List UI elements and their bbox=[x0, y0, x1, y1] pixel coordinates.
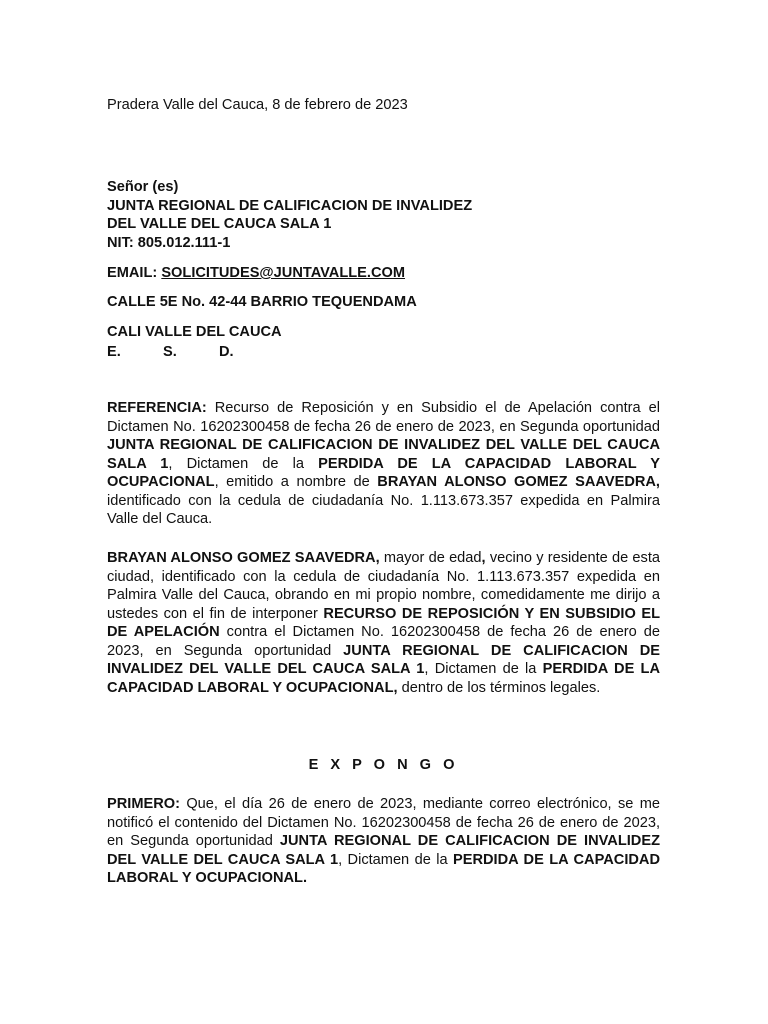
esd-d: D. bbox=[219, 344, 234, 360]
esd-e: E. bbox=[107, 344, 121, 360]
intro-bold: BRAYAN ALONSO GOMEZ SAAVEDRA, bbox=[107, 550, 380, 566]
primero-bold: PERDIDA DE LA CAPACIDAD LABORAL Y OCUPACIONAL. bbox=[107, 851, 660, 886]
city: CALI VALLE DEL CAUCA bbox=[107, 324, 282, 340]
primero-text: Que, el día 26 de enero de 2023, mediante correo electrónico, se me notificó el contenido del Dictamen No. 16202300458 de fecha 26 de enero de 2023, en Segunda oportunidad bbox=[107, 796, 660, 849]
entity-name-line2: DEL VALLE DEL CAUCA SALA 1 bbox=[107, 216, 332, 232]
entity-name-line1: JUNTA REGIONAL DE CALIFICACION DE INVALIDEZ bbox=[107, 197, 473, 214]
referencia-text: , Dictamen de la bbox=[168, 455, 319, 472]
intro-text: dentro de los términos legales. bbox=[397, 679, 601, 696]
intro-text: vecino y residente de esta ciudad, identificado con la cedula de ciudadanía No. 1.113.673.357 expedida en Palmira Valle del Cauca, obrando en mi propio nombre, comedidamente me dirijo a ustedes con el fin de interponer bbox=[107, 550, 660, 622]
email-link[interactable]: SOLICITUDES@JUNTAVALLE.COM bbox=[161, 265, 406, 281]
address: CALLE 5E No. 42-44 BARRIO TEQUENDAMA bbox=[107, 294, 417, 310]
primero-bold: JUNTA REGIONAL DE CALIFICACION DE INVALIDEZ DEL VALLE DEL CAUCA SALA 1 bbox=[107, 833, 660, 868]
esd-line bbox=[107, 343, 660, 362]
intro-text: contra el Dictamen No. 16202300458 de fecha 26 de enero de 2023, en Segunda oportunidad bbox=[107, 624, 661, 659]
referencia-text: identificado con la cedula de ciudadanía No. 1.113.673.357 expedida en Palmira Valle del Cauca. bbox=[107, 492, 660, 527]
referencia-label: REFERENCIA: bbox=[107, 400, 207, 416]
email-label: EMAIL: bbox=[107, 265, 162, 281]
referencia-bold: PERDIDA DE LA CAPACIDAD LABORAL Y OCUPACIONAL bbox=[107, 455, 660, 490]
salutation: Señor (es) bbox=[107, 179, 179, 195]
primero-paragraph bbox=[107, 795, 660, 888]
referencia-text: Recurso de Reposición y en Subsidio el de Apelación contra el Dictamen No. 16202300458 de fecha 26 de enero de 2023, en Segunda oportunidad bbox=[107, 400, 660, 435]
referencia-bold: BRAYAN ALONSO GOMEZ SAAVEDRA, bbox=[377, 474, 660, 490]
esd-s: S. bbox=[163, 344, 177, 360]
place-date: Pradera Valle del Cauca, 8 de febrero de 2023 bbox=[107, 97, 408, 113]
referencia-bold: JUNTA REGIONAL DE CALIFICACION DE INVALIDEZ DEL VALLE DEL CAUCA SALA 1 bbox=[107, 437, 660, 472]
intro-text: mayor de edad bbox=[379, 550, 482, 566]
primero-text: , Dictamen de la bbox=[338, 851, 453, 868]
primero-label: PRIMERO: bbox=[107, 796, 180, 812]
intro-text: , Dictamen de la bbox=[424, 661, 543, 677]
referencia-text: , emitido a nombre de bbox=[214, 474, 378, 490]
nit: NIT: 805.012.111-1 bbox=[107, 234, 231, 251]
intro-bold: JUNTA REGIONAL DE CALIFICACION DE INVALIDEZ DEL VALLE DEL CAUCA SALA 1 bbox=[107, 642, 660, 677]
intro-bold: , bbox=[481, 550, 486, 566]
email-line bbox=[107, 264, 660, 283]
intro-bold: RECURSO DE REPOSICIÓN Y EN SUBSIDIO EL DE APELACIÓN bbox=[107, 605, 660, 640]
intro-paragraph bbox=[107, 549, 660, 697]
addressee-block bbox=[107, 178, 660, 252]
intro-bold: PERDIDA DE LA CAPACIDAD LABORAL Y OCUPACIONAL, bbox=[107, 661, 660, 696]
referencia-paragraph bbox=[107, 399, 660, 529]
section-title: E X P O N G O bbox=[308, 757, 459, 773]
